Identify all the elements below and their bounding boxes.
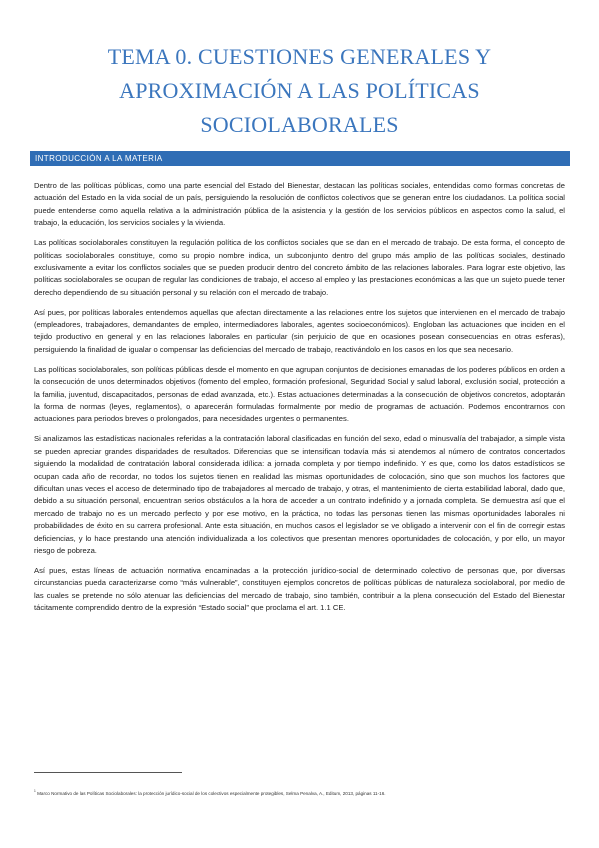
paragraph: Así pues, por políticas laborales entendemos aquellas que afectan directamente a las relaciones entre los sujetos que intervienen en el mercado de trabajo (empleadores, trabajadores, demandantes de empleo, intermediadores laborales, agentes socioeconómicos). Engloban las actuaciones que inciden en el tejido productivo en general y en las relaciones laborales en particular (sin perjuicio de que en ocasiones posean consecuencias en otras esferas), persiguiendo la finalidad de igualar o compensar las deficiencias del mercado de trabajo, reactivándolo en los casos en los que sea necesario.	[34, 307, 565, 354]
footnote-text: Marco Normativo de las Políticas Sociolaborales: la protección jurídico-social de los colectivos especialmente protegibles, Selma Penalva, A., Editum, 2013, páginas 11-16.	[37, 791, 386, 796]
paragraph: Así pues, estas líneas de actuación normativa encaminadas a la protección jurídico-social de determinado colectivo de personas que, por diversas circunstancias pueda caracterizarse como “más vulnerable”, constituyen ejemplos concretos de políticas públicas de naturaleza sociolaboral, por medio de las cuales se pretende no sólo atenuar las deficiencias del mercado de trabajo, sino también, contribuir a la plena consecución del Estado del Bienestar tácitamente comprendido dentro de la expresión “Estado social” que proclama el art. 1.1 CE.	[34, 565, 565, 613]
body-text	[34, 180, 565, 622]
paragraph: Las políticas sociolaborales, son políticas públicas desde el momento en que agrupan conjuntos de decisiones emanadas de los poderes públicos en orden a la consecución de unos determinados objetivos (fomento del empleo, formación profesional, Seguridad Social y salud laboral, exclusión social, protección a la familia, juventud, discapacitados, personas de edad avanzada, etc.). Estas actuaciones determinadas a la consecución de objetivos concretos, adoptarán la forma de normas (leyes, reglamentos), o aparecerán formuladas formalmente por medio de programas de actuación. Podemos encontrarnos con actuaciones para periodos breves o prolongados, para necesidades urgentes o permanentes.	[34, 364, 565, 424]
paragraph: Dentro de las políticas públicas, como una parte esencial del Estado del Bienestar, destacan las políticas sociales, entendidas como formas concretas de actuación del Estado en la vida social de un país, persiguiendo la resolución de conflictos colectivos que se generan entre los ciudadanos. La política social puede entenderse como aquella relativa a la administración pública de la asistencia y la gestión de los servicios públicos en aspectos como la salud, el trabajo, la educación, los servicios sociales y la vivienda.	[34, 181, 565, 228]
paragraph: Las políticas sociolaborales constituyen la regulación política de los conflictos sociales que se dan en el mercado de trabajo. De esta forma, el concepto de políticas sociolaborales constituye, como su propio nombre indica, un subconjunto dentro del grupo más amplio de las políticas sociales, destinado exclusivamente a evitar los conflictos sociales que se pueden producir dentro del concreto ámbito de las relaciones laborales. Para lograr este objetivo, las políticas sociolaborales se ocupan de regular las condiciones de trabajo, el acceso al empleo y las prestaciones económicas a las que un sujeto puede tener derecho dependiendo de su situación personal y su relación con el mercado de trabajo.	[34, 238, 565, 297]
title-line-1: TEMA 0. CUESTIONES GENERALES Y	[107, 44, 492, 69]
title-line-3: SOCIOLABORALES	[200, 112, 399, 137]
footnote-separator	[34, 772, 182, 773]
title-line-2: APROXIMACIÓN A LAS POLÍTICAS	[119, 78, 480, 103]
page-title	[60, 40, 539, 142]
footnote	[34, 790, 565, 797]
section-heading: INTRODUCCIÓN A LA MATERIA	[30, 151, 570, 166]
footnote-marker: 1	[34, 789, 36, 793]
paragraph: Si analizamos las estadísticas nacionales referidas a la contratación laboral clasificadas en función del sexo, edad o minusvalía del trabajador, a simple vista se pueden apreciar grandes disparidades de resultados. Diferencias que se intensifican todavía más si atendemos al número de contratos concertados siguiendo la modalidad de contratación laboral considerada idílica: a jornada completa y por tiempo indefinido. Y es que, como los datos estadísticos se ocupan cada año de recordar, no todos los sujetos tienen en realidad las mismas oportunidades de colocación, sino que son muchos los factores que dificultan unas veces el acceso de determinado tipo de trabajadores al mercado de trabajo, y otras, el mantenimiento de cierta estabilidad laboral, dado que, debido a su situación personal, encuentran serios obstáculos a la hora de acceder a un contrato indefinido y a jornada completa. Se demuestra así que el mercado de trabajo no es un mercado perfecto y por ese motivo, en la práctica, no todas las personas tienen las mismas oportunidades laborales ni probabilidades de éxito en su carrera profesional. Ante esta situación, en muchos casos el legislador se ve obligado a intervenir con el fin de corregir estas deficiencias, y lo hace prestando una atención individualizada a los colectivos que presentan menores oportunidades de colocación, y por ello, un mayor riesgo de pobreza.	[34, 434, 565, 555]
